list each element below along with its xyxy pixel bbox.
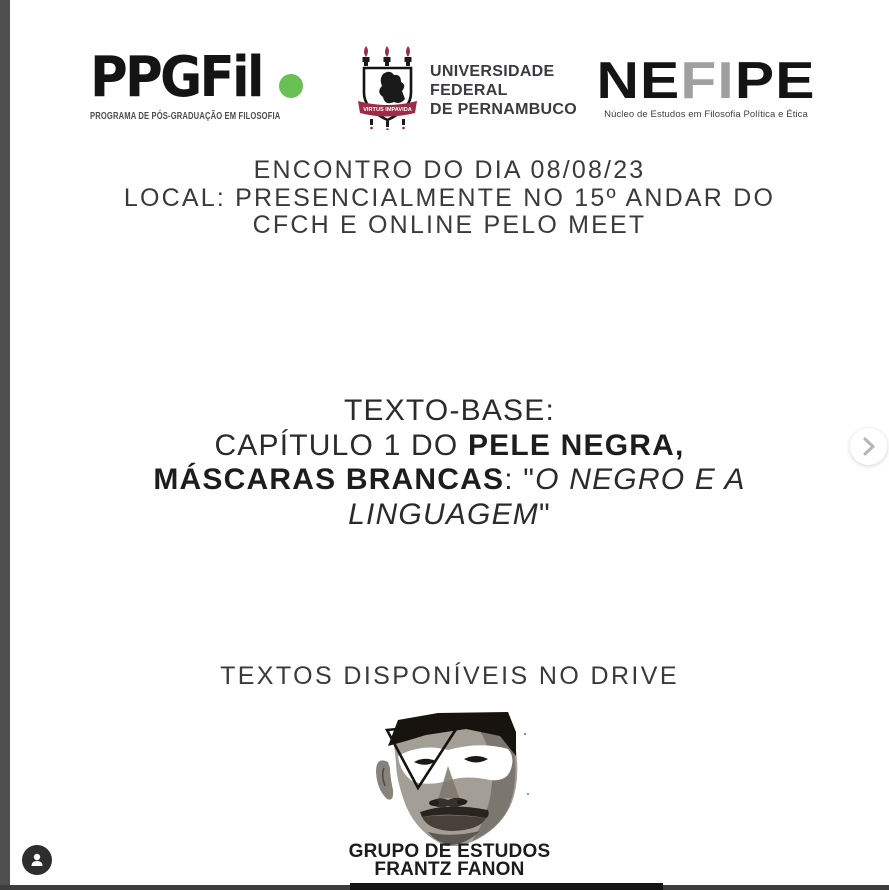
ufpe-logo	[357, 45, 577, 130]
texto-base-line4-quote: "	[538, 497, 551, 531]
ufpe-name-line2: FEDERAL	[430, 82, 508, 99]
texto-base-line4-italic: LINGUAGEM	[348, 497, 539, 531]
meeting-line-location-1: LOCAL: PRESENCIALMENTE NO 15º ANDAR DO	[123, 183, 776, 212]
ppgfil-subtitle: PROGRAMA DE PÓS-GRADUAÇÃO EM FILOSOFIA	[90, 111, 281, 122]
ufpe-name-line1: UNIVERSIDADE	[430, 63, 555, 80]
texto-base-line3-italic: O NEGRO E A	[535, 463, 746, 496]
ufpe-name-line3: DE PERNAMBUCO	[430, 101, 578, 118]
nefipe-subtitle: Núcleo de Estudos em Filosofia Política e Ética	[604, 109, 808, 120]
ppgfil-green-dot-icon	[279, 74, 303, 98]
meeting-info	[10, 157, 889, 240]
drive-note: TEXTOS DISPONÍVEIS NO DRIVE	[220, 662, 679, 690]
texto-base-line3-separator: : "	[504, 463, 536, 496]
nefipe-part-ne: NE	[596, 52, 681, 110]
nefipe-part-pe: PE	[734, 52, 816, 110]
person-icon	[28, 851, 46, 869]
texto-base-line2	[10, 429, 889, 464]
group-caption	[10, 843, 889, 878]
texto-base-line3	[10, 463, 889, 498]
nefipe-part-fi: FI	[680, 52, 735, 110]
bottom-dark-segment	[350, 883, 663, 890]
frantz-fanon-portrait	[362, 710, 534, 846]
meeting-line-location-2: CFCH E ONLINE PELO MEET	[252, 211, 647, 239]
ufpe-motto: VIRTUS IMPAVIDA	[363, 107, 412, 113]
ppgfil-wordmark: PPGFil	[90, 45, 262, 110]
carousel-next-button[interactable]	[850, 428, 887, 465]
texto-base-heading: TEXTO-BASE:	[343, 394, 556, 427]
texto-base-line4	[10, 498, 889, 533]
chevron-right-icon	[850, 428, 887, 465]
texto-base-line3-bold: MÁSCARAS BRANCAS	[153, 463, 505, 496]
tagged-people-badge[interactable]	[22, 845, 52, 875]
ppgfil-logo	[90, 45, 300, 122]
nefipe-logo	[588, 52, 824, 120]
texto-base-line2-regular: CAPÍTULO 1 DO	[214, 428, 468, 462]
window-left-edge-bar	[0, 0, 10, 890]
group-caption-line1: GRUPO DE ESTUDOS	[348, 841, 551, 862]
meeting-line-date: ENCONTRO DO DIA 08/08/23	[253, 156, 646, 184]
texto-base-block	[10, 394, 889, 532]
ufpe-crest-icon	[357, 45, 418, 130]
texto-base-line2-bold: PELE NEGRA,	[467, 428, 685, 462]
nefipe-wordmark	[573, 52, 840, 110]
ufpe-name	[430, 62, 577, 130]
group-caption-line2: FRANTZ FANON	[374, 858, 525, 880]
